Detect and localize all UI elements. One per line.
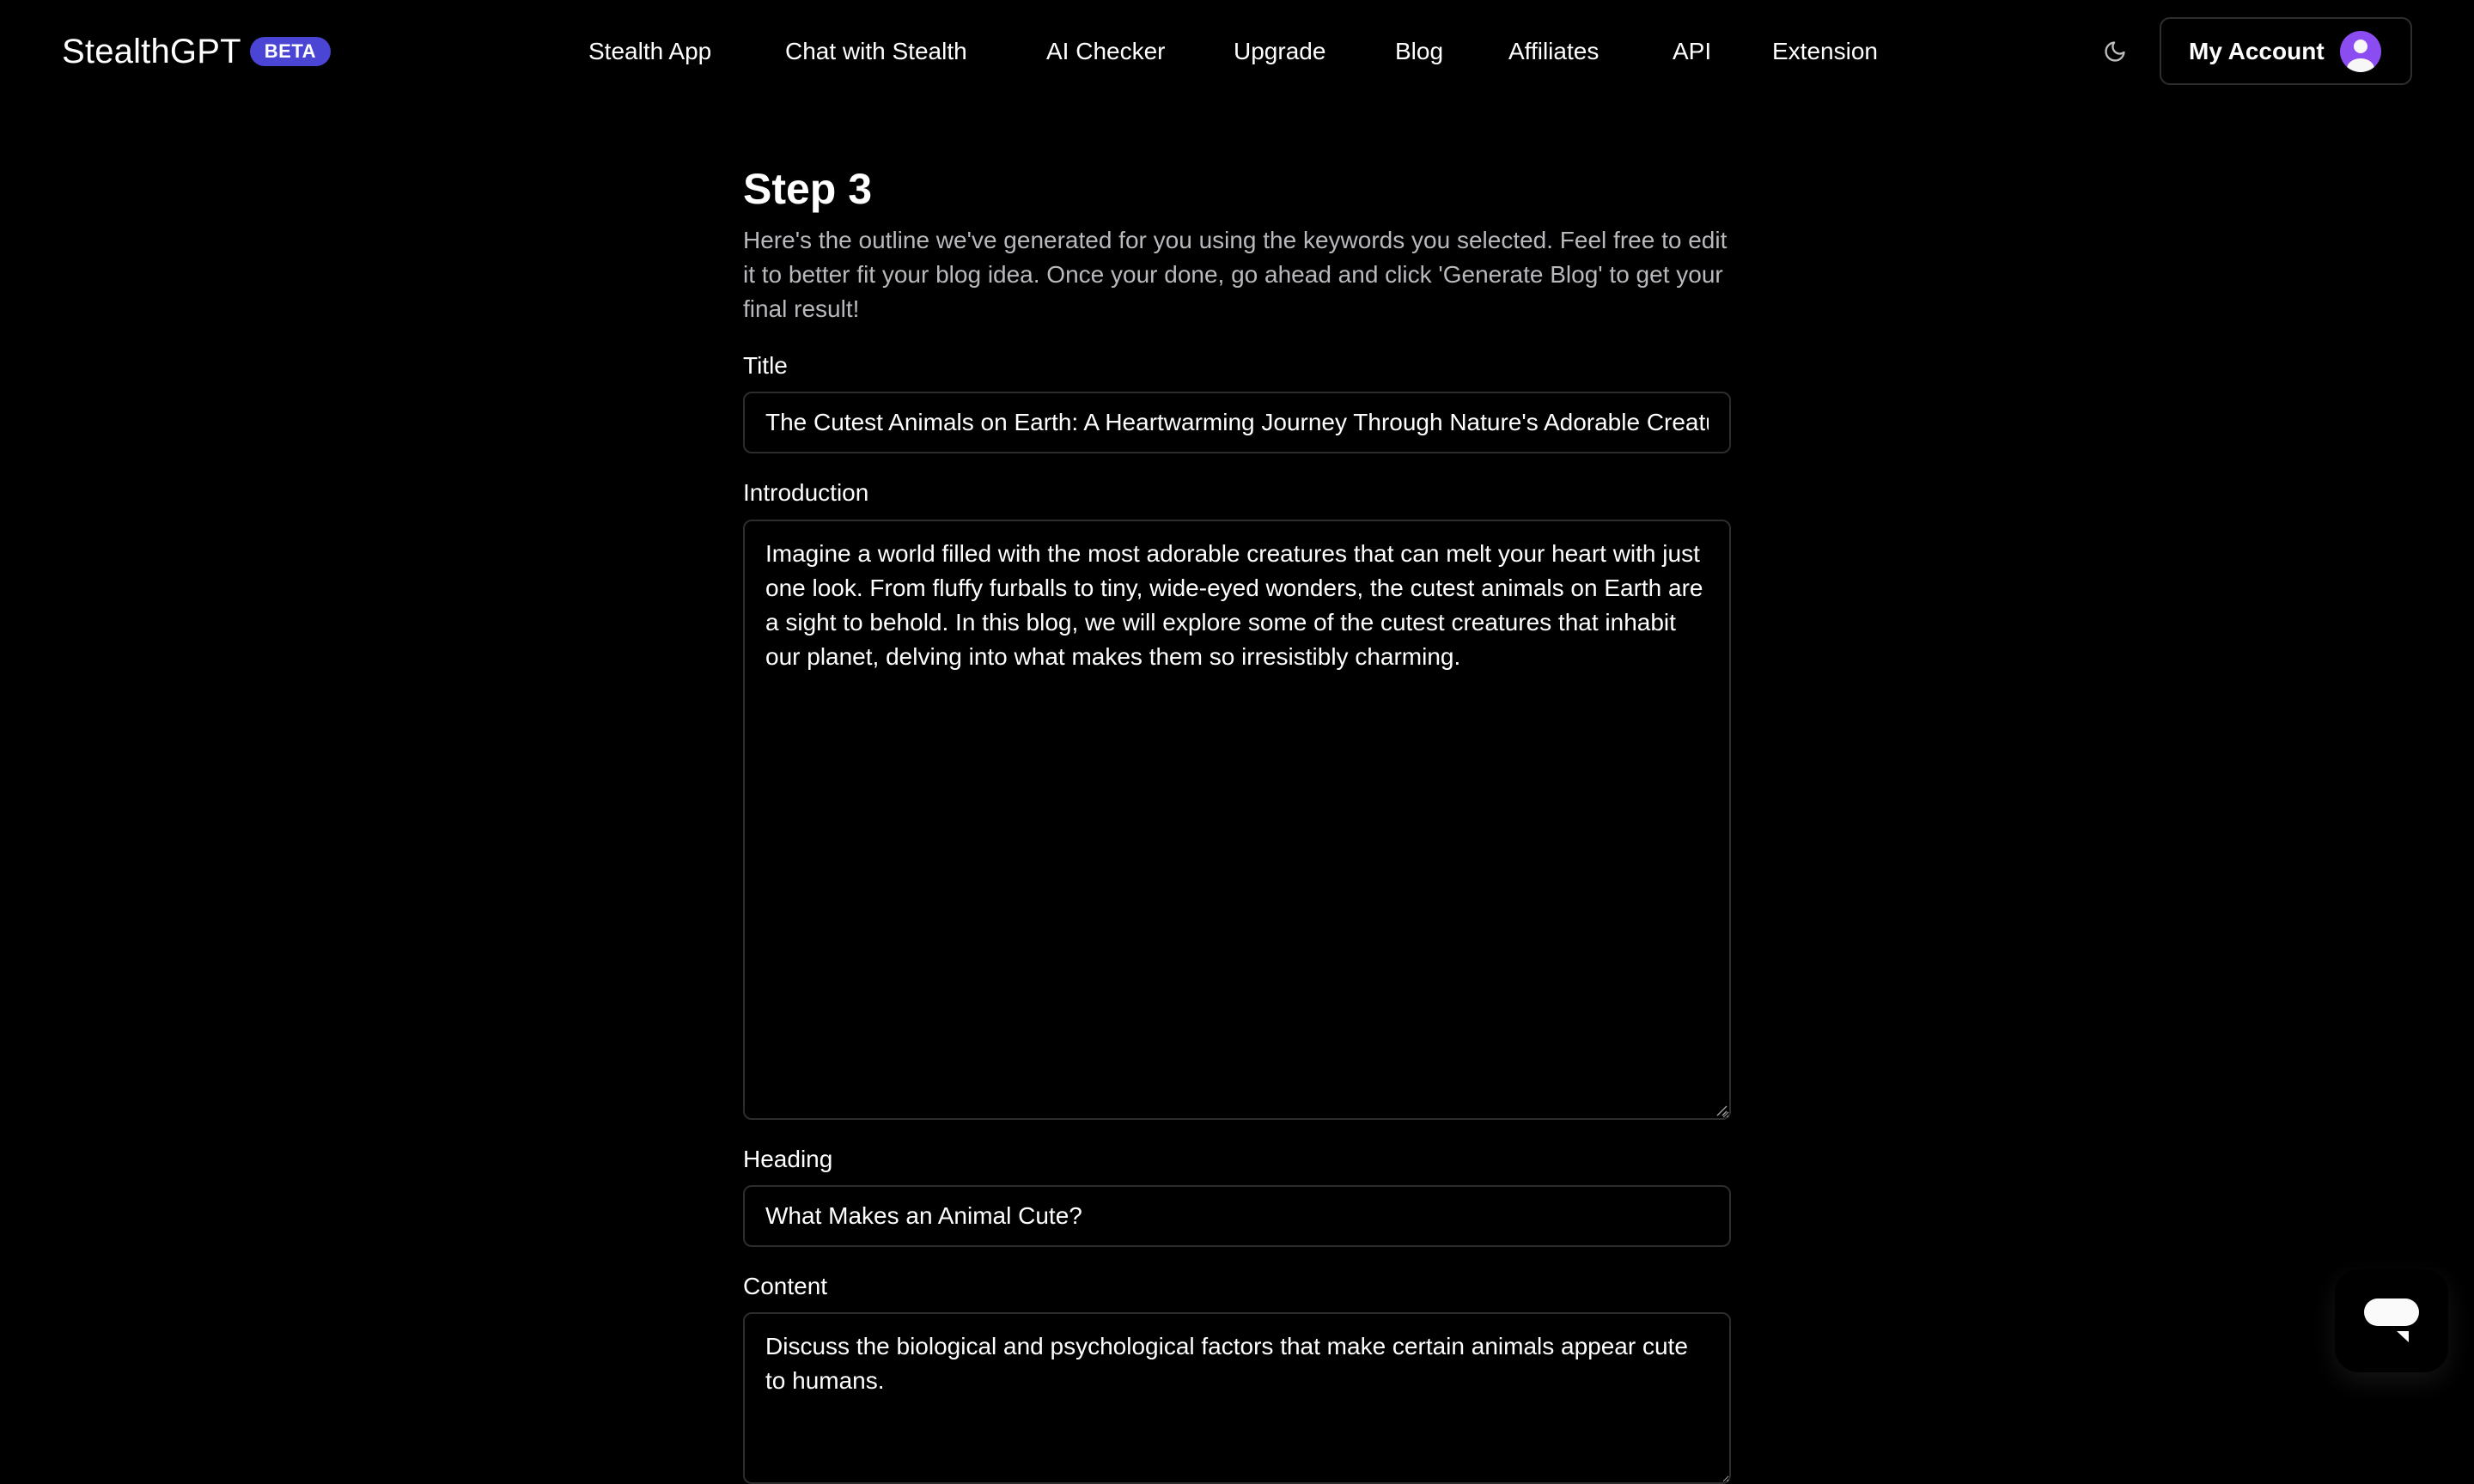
moon-icon [2103,40,2127,64]
introduction-label: Introduction [743,479,869,506]
introduction-textarea[interactable] [743,520,1731,1120]
user-avatar-icon [2340,31,2381,72]
theme-toggle-button[interactable] [2099,36,2130,67]
top-navigation-bar [0,0,2474,103]
title-input[interactable] [743,392,1731,453]
logo-text: StealthGPT [62,32,241,70]
step-description: Here's the outline we've generated for you using the keywords you selected. Feel free to edit it to better fit your blog idea. Once your done, go ahead and click 'Generate Blog' to get your final result! [743,227,1728,322]
step-title: Step 3 [743,165,873,213]
heading-input[interactable] [743,1185,1731,1247]
nav-blog[interactable]: Blog [1395,38,1444,64]
my-account-button[interactable] [2160,17,2412,85]
introduction-field [743,520,1731,1120]
content-label: Content [743,1273,828,1299]
my-account-label: My Account [2189,37,2325,64]
nav-api[interactable]: API [1673,38,1712,64]
resize-handle-icon[interactable] [1715,1104,1728,1116]
chat-widget-button[interactable] [2335,1269,2448,1372]
chat-bubble-icon [2362,1297,2421,1345]
content-textarea[interactable] [743,1312,1731,1484]
beta-badge: BETA [250,37,331,66]
nav-chat-with-stealth[interactable]: Chat with Stealth [785,38,967,64]
title-label: Title [743,352,788,379]
nav-upgrade[interactable]: Upgrade [1234,38,1326,64]
nav-stealth-app[interactable]: Stealth App [588,38,712,64]
nav-affiliates[interactable]: Affiliates [1508,38,1600,64]
nav-extension[interactable]: Extension [1772,38,1878,64]
logo-link[interactable] [62,29,331,74]
nav-ai-checker[interactable]: AI Checker [1046,38,1166,64]
heading-label: Heading [743,1146,833,1172]
